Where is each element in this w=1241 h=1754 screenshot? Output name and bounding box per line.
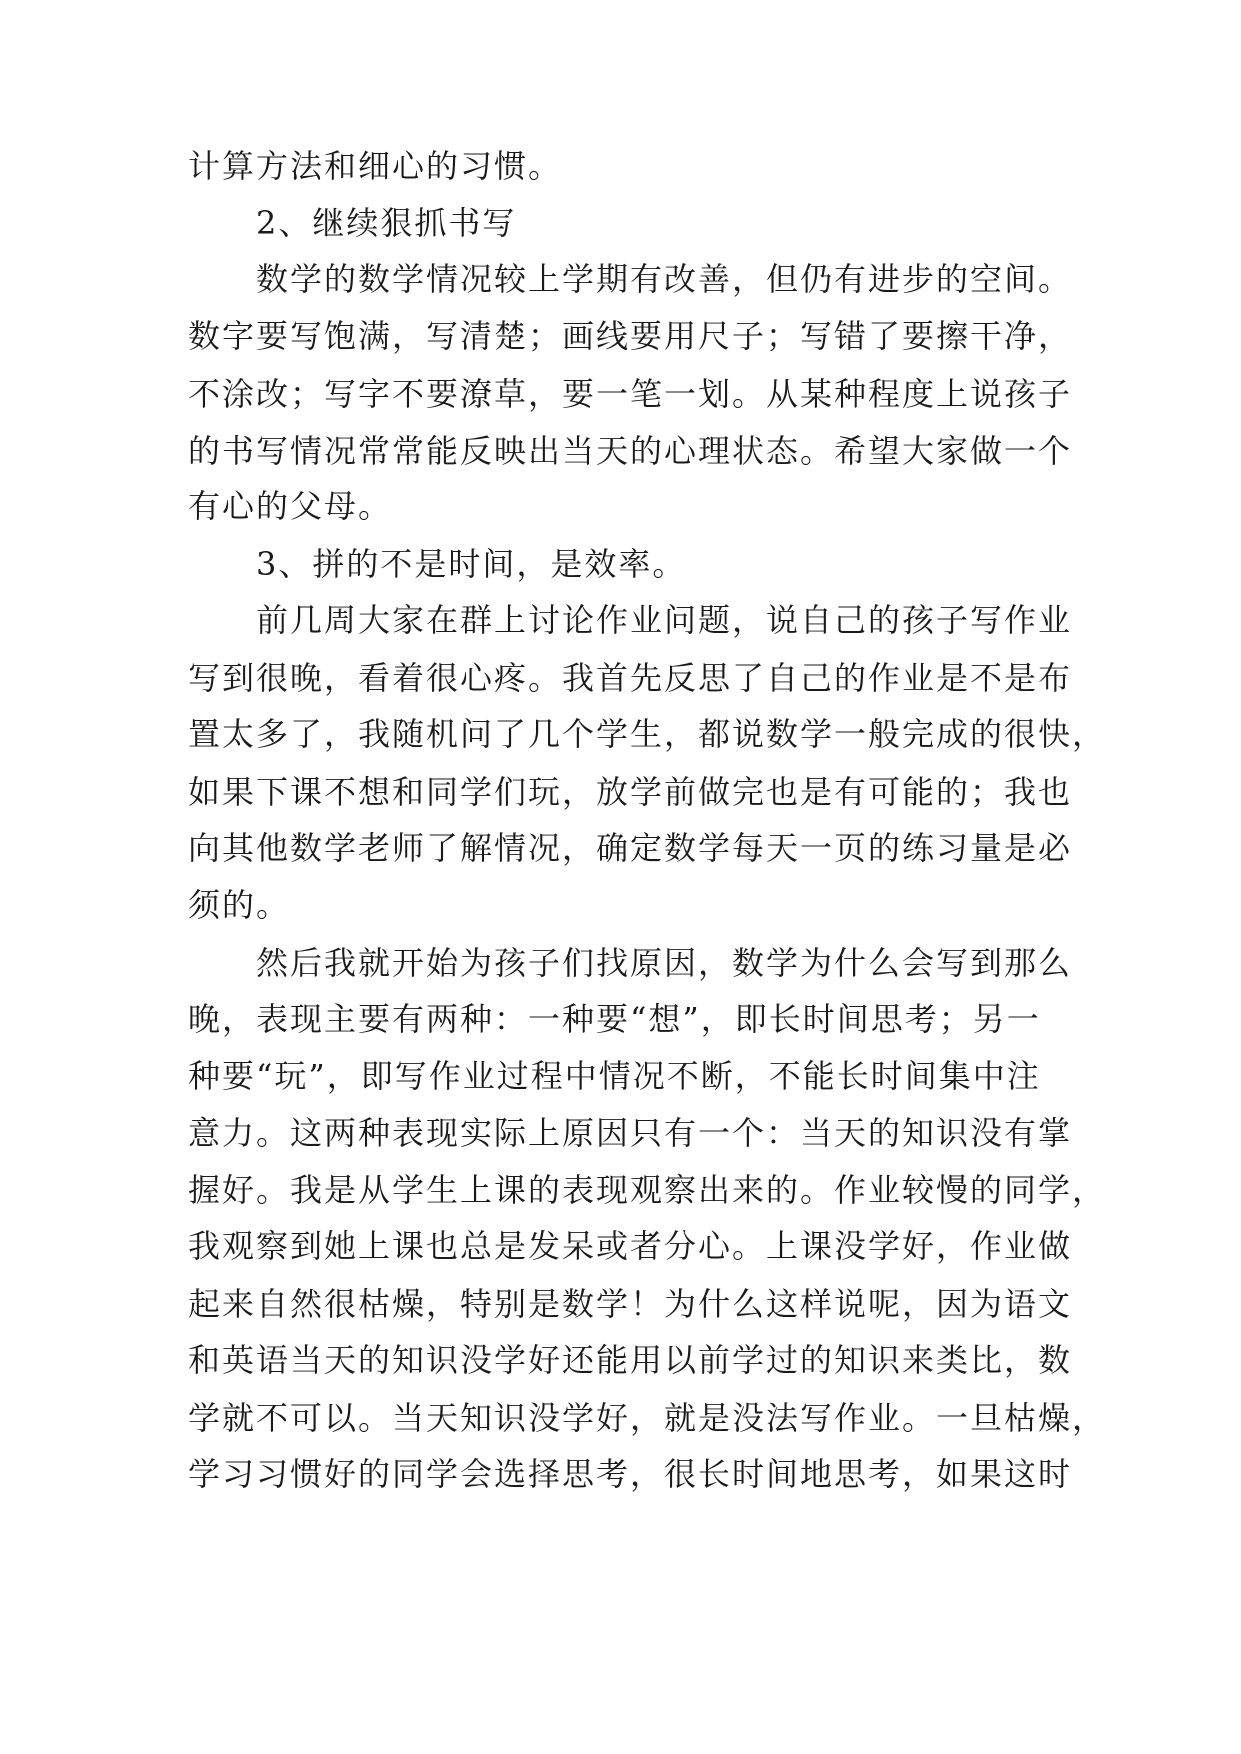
text-line: 不涂改；写字不要潦草，要一笔一划。从某种程度上说孩子 <box>188 375 1073 413</box>
text-line: 和英语当天的知识没学好还能用以前学过的知识来类比，数 <box>188 1341 1073 1379</box>
text-line: 置太多了，我随机问了几个学生，都说数学一般完成的很快， <box>188 715 1107 753</box>
text-line: 起来自然很枯燥，特别是数学！为什么这样说呢，因为语文 <box>188 1285 1073 1323</box>
section-heading-2: 2、继续狠抓书写 <box>256 204 517 242</box>
text-line: 数字要写饱满，写清楚；画线要用尺子；写错了要擦干净， <box>188 317 1073 355</box>
text-line: 数学的数学情况较上学期有改善，但仍有进步的空间。 <box>256 260 1073 298</box>
text-line: 晚，表现主要有两种：一种要“想”，即长时间思考；另一 <box>188 1000 1041 1038</box>
text-line: 我观察到她上课也总是发呆或者分心。上课没学好，作业做 <box>188 1227 1073 1265</box>
text-line: 的书写情况常常能反映出当天的心理状态。希望大家做一个 <box>188 432 1073 470</box>
text-line: 握好。我是从学生上课的表现观察出来的。作业较慢的同学， <box>188 1171 1107 1209</box>
text-line: 有心的父母。 <box>188 487 393 525</box>
text-line: 计算方法和细心的习惯。 <box>188 147 563 185</box>
text-line: 学习习惯好的同学会选择思考，很长时间地思考，如果这时 <box>188 1455 1073 1493</box>
text-line: 种要“玩”，即写作业过程中情况不断，不能长时间集中注 <box>188 1057 1041 1095</box>
text-line: 学就不可以。当天知识没学好，就是没法写作业。一旦枯燥， <box>188 1399 1107 1437</box>
text-line: 然后我就开始为孩子们找原因，数学为什么会写到那么 <box>256 944 1073 982</box>
text-line: 如果下课不想和同学们玩，放学前做完也是有可能的；我也 <box>188 773 1073 811</box>
text-line: 向其他数学老师了解情况，确定数学每天一页的练习量是必 <box>188 829 1073 867</box>
text-line: 意力。这两种表现实际上原因只有一个：当天的知识没有掌 <box>188 1114 1073 1152</box>
text-line: 写到很晚，看着很心疼。我首先反思了自己的作业是不是布 <box>188 659 1073 697</box>
text-line: 须的。 <box>188 886 291 924</box>
text-line: 前几周大家在群上讨论作业问题，说自己的孩子写作业 <box>256 601 1073 639</box>
section-heading-3: 3、拼的不是时间，是效率。 <box>256 545 687 583</box>
